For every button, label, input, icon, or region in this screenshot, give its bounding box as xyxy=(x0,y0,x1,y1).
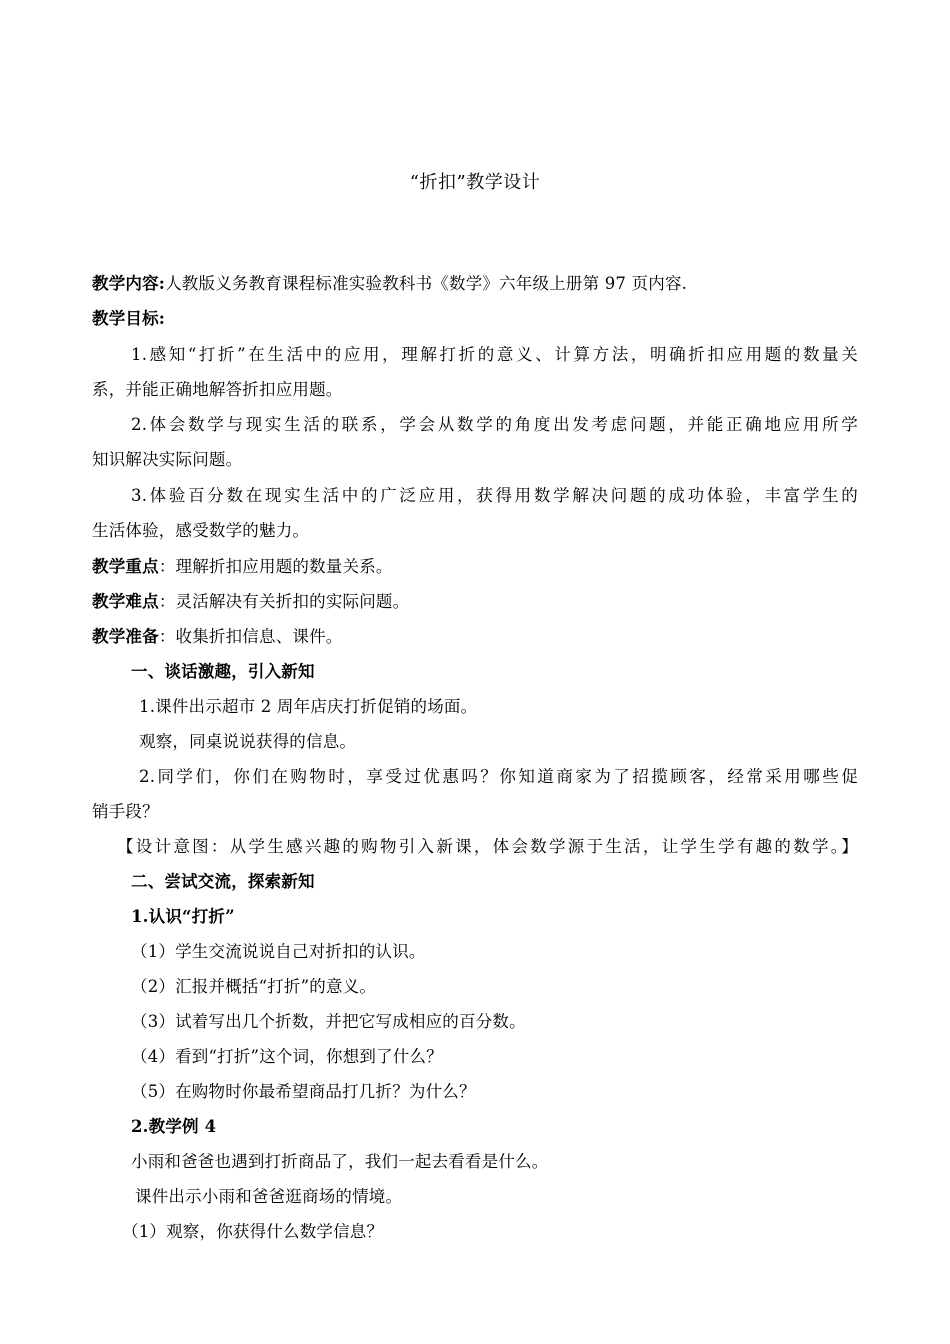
key-point-label: 教学重点 xyxy=(92,557,159,576)
section-1-heading: 一、谈话激趣，引入新知 xyxy=(131,662,315,681)
prep-text: ：收集折扣信息、课件。 xyxy=(158,627,343,646)
goal-3-line-1: 3.体验百分数在现实生活中的广泛应用，获得用数学解决问题的成功体验，丰富学生的 xyxy=(131,486,858,505)
difficulty-text: ：灵活解决有关折扣的实际问题。 xyxy=(158,592,410,611)
goal-1-line-2: 系，并能正确地解答折扣应用题。 xyxy=(92,380,343,399)
content-line xyxy=(92,274,687,294)
design-note: 【设计意图：从学生感兴趣的购物引入新课，体会数学源于生活，让学生学有趣的数学。】 xyxy=(117,837,858,856)
list-item: （3）试着写出几个折数，并把它写成相应的百分数。 xyxy=(131,1012,526,1031)
key-point-text: ：理解折扣应用题的数量关系。 xyxy=(158,557,393,576)
section-2-heading: 二、尝试交流，探索新知 xyxy=(131,872,315,891)
list-item: （1）学生交流说说自己对折扣的认识。 xyxy=(131,942,426,961)
list-item: （5）在购物时你最希望商品打几折？为什么？ xyxy=(131,1082,476,1101)
list-item: （4）看到“打折”这个词，你想到了什么？ xyxy=(131,1047,443,1066)
prep-line xyxy=(92,627,343,647)
goal-1-line-1: 1.感知“打折”在生活中的应用，理解打折的意义、计算方法，明确折扣应用题的数量关 xyxy=(131,345,858,364)
content-label: 教学内容: xyxy=(92,274,166,293)
goal-2-line-2: 知识解决实际问题。 xyxy=(92,450,243,469)
difficulty-label: 教学难点 xyxy=(92,592,159,611)
section-2-sub-2-text-1: 小雨和爸爸也遇到打折商品了，我们一起去看看是什么。 xyxy=(131,1152,549,1171)
document-title: “折扣”教学设计 xyxy=(409,172,541,193)
content-text: 人教版义务教育课程标准实验教科书《数学》六年级上册第 97 页内容. xyxy=(165,274,688,293)
section-1-item-2-line-2: 销手段？ xyxy=(92,802,159,821)
section-2-sub-2-text-2: 课件出示小雨和爸爸逛商场的情境。 xyxy=(135,1187,403,1206)
section-2-sub-2: 2.教学例 4 xyxy=(131,1117,217,1136)
section-2-sub-2-question-1: （1）观察，你获得什么数学信息？ xyxy=(122,1222,384,1241)
section-1-item-1b: 观察，同桌说说获得的信息。 xyxy=(139,732,357,751)
key-point-line xyxy=(92,557,393,577)
prep-label: 教学准备 xyxy=(92,627,159,646)
goal-2-line-1: 2.体会数学与现实生活的联系，学会从数学的角度出发考虑问题，并能正确地应用所学 xyxy=(131,415,858,434)
list-item: （2）汇报并概括“打折”的意义。 xyxy=(131,977,377,996)
section-1-item-2-line-1: 2.同学们，你们在购物时，享受过优惠吗？你知道商家为了招揽顾客，经常采用哪些促 xyxy=(139,767,858,786)
difficulty-line xyxy=(92,592,409,612)
goals-label: 教学目标: xyxy=(92,309,166,328)
section-1-item-1: 1.课件出示超市 2 周年店庆打折促销的场面。 xyxy=(139,697,478,716)
section-2-sub-1: 1.认识“打折” xyxy=(131,907,235,926)
goal-3-line-2: 生活体验，感受数学的魅力。 xyxy=(92,521,310,540)
